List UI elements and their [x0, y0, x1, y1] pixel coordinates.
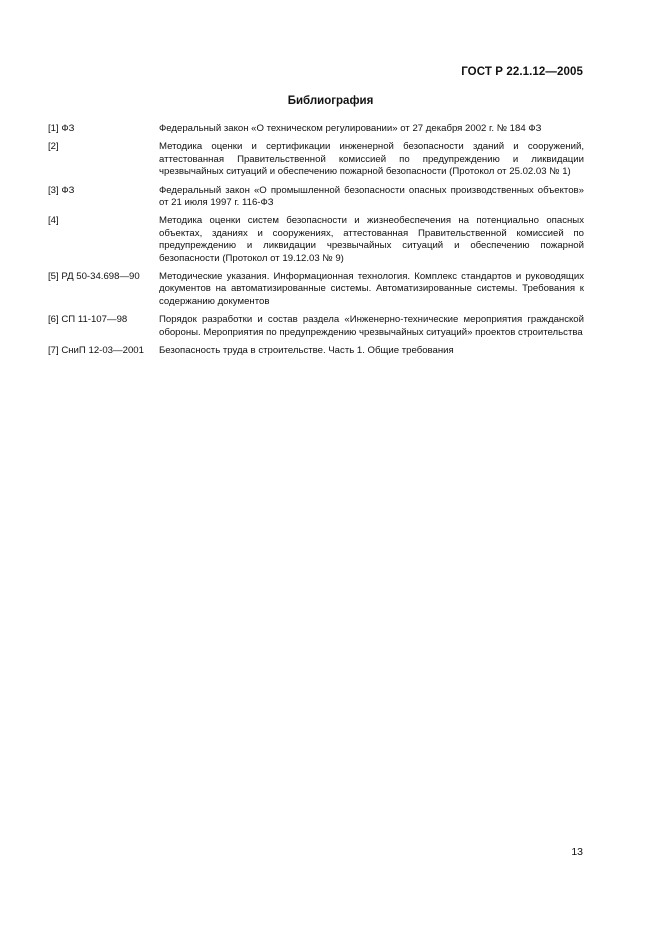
bibliography-text: Методика оценки и сертификации инженерной безопасности зданий и сооружений, аттестованная Правительственной комиссией по предупреждению и ликвидации чрезвычайных ситуаций и обеспечению пожарной безопасности (Протокол от 25.02.03 № 1) — [159, 141, 584, 178]
bibliography-text: Порядок разработки и состав раздела «Инженерно-технические мероприятия гражданской обороны. Мероприятия по предупреждению чрезвычайных ситуаций» проектов строительства — [159, 314, 584, 338]
bibliography-text: Методические указания. Информационная технология. Комплекс стандартов и руководящих документов на автоматизированные системы. Автоматизированные системы. Требования к содержанию документов — [159, 271, 584, 307]
bibliography-ref: [5] РД 50-34.698—90 — [48, 271, 140, 283]
bibliography-text: Федеральный закон «О промышленной безопасности опасных производственных объектов» от 21 июля 1997 г. 116-ФЗ — [159, 184, 584, 209]
bibliography-list — [48, 123, 584, 364]
bibliography-title: Библиография — [287, 95, 374, 107]
document-code: ГОСТ Р 22.1.12—2005 — [461, 66, 583, 78]
bibliography-entry-4 — [48, 215, 584, 265]
bibliography-ref: [1] ФЗ — [48, 123, 75, 134]
bibliography-entry-3 — [48, 185, 584, 210]
bibliography-entry-7 — [48, 345, 584, 357]
bibliography-ref: [4] — [48, 215, 59, 227]
bibliography-text: Методика оценки систем безопасности и жизнеобеспечения на потенциально опасных объектах, зданиях и сооружениях, аттестованная Правительственной комиссией по предупреждению и ликвидации чрезвычайных ситуаций и обеспечению пожарной безопасности (Протокол от 19.12.03 № 9) — [159, 215, 584, 264]
bibliography-entry-5 — [48, 271, 584, 308]
bibliography-ref: [7] СниП 12-03—2001 — [48, 345, 144, 357]
bibliography-entry-1 — [48, 123, 584, 135]
page-number: 13 — [571, 846, 583, 858]
bibliography-entry-2 — [48, 141, 584, 178]
bibliography-text: Безопасность труда в строительстве. Часть 1. Общие требования — [159, 345, 454, 357]
bibliography-entry-6 — [48, 314, 584, 339]
bibliography-ref: [6] СП 11-107—98 — [48, 314, 128, 326]
bibliography-ref: [2] — [48, 141, 59, 153]
bibliography-text: Федеральный закон «О техническом регулировании» от 27 декабря 2002 г. № 184 ФЗ — [159, 123, 542, 134]
bibliography-ref: [3] ФЗ — [48, 184, 75, 196]
